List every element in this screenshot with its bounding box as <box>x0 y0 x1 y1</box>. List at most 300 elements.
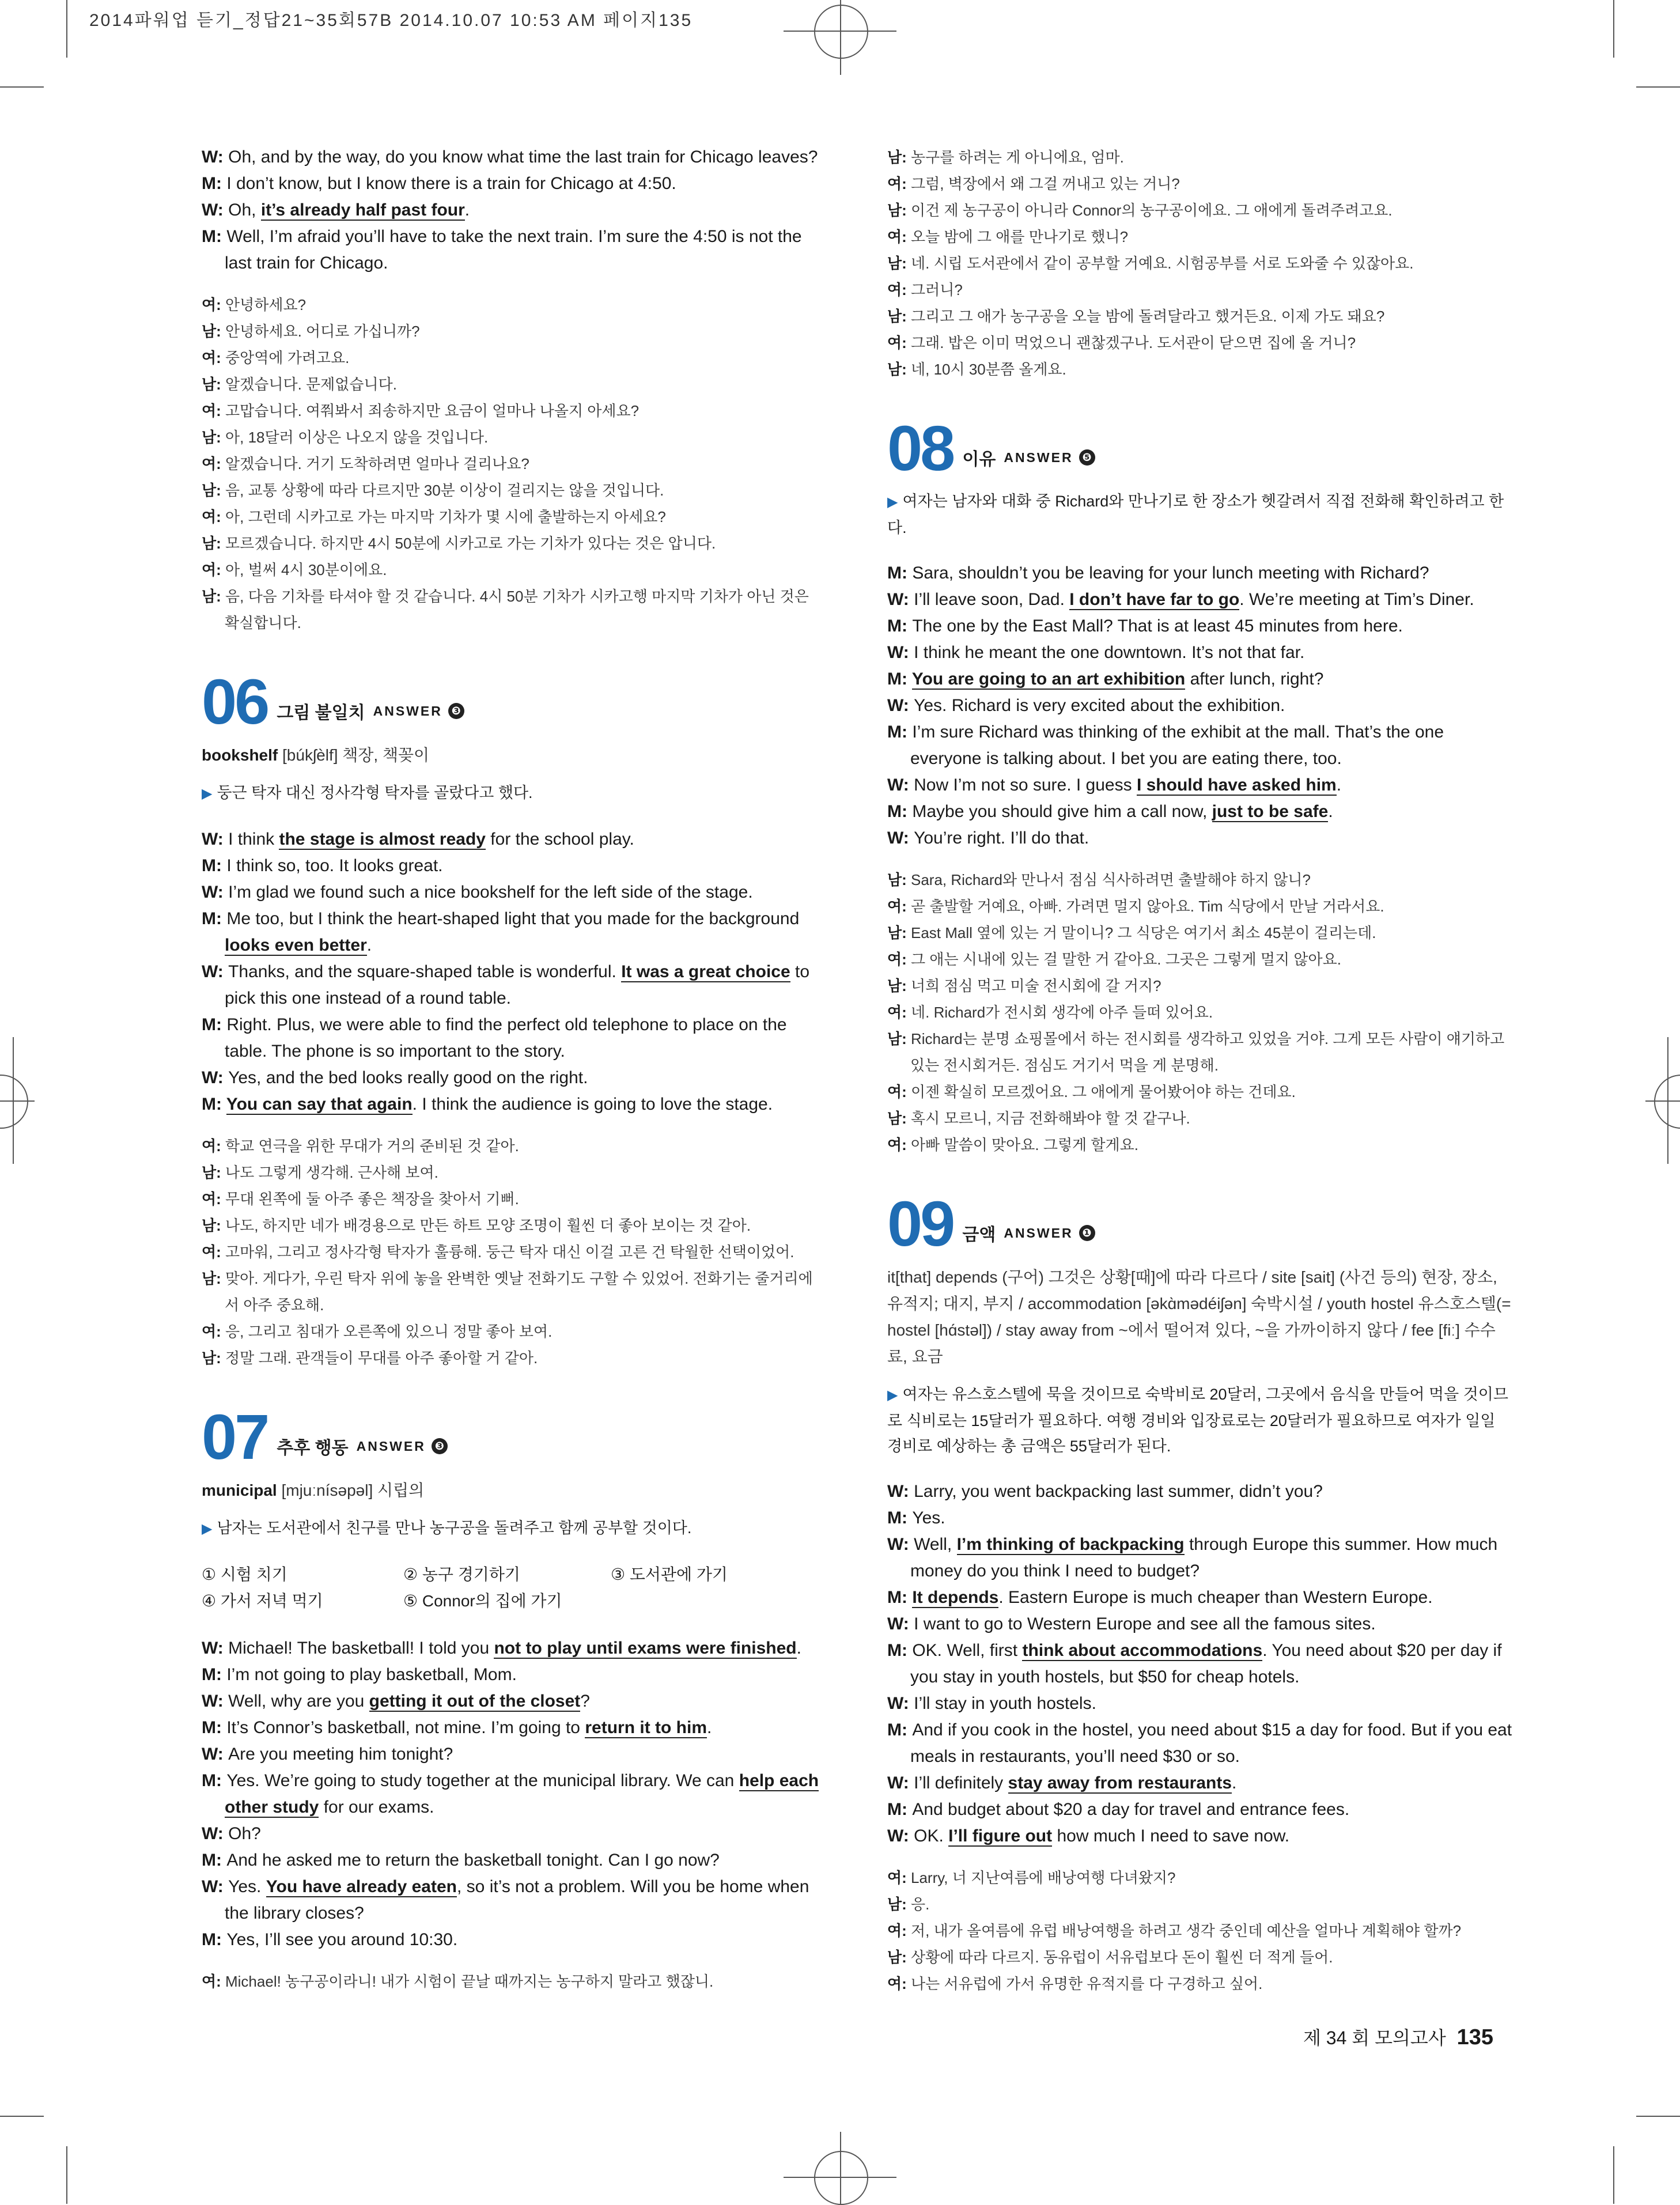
translation-text: 농구를 하려는 게 아니에요, 엄마. <box>911 149 1124 166</box>
section-number: 09 <box>887 1189 953 1260</box>
speaker-label: 여: <box>202 508 225 525</box>
speaker-label: W: <box>202 1639 229 1658</box>
dialogue-line <box>887 1690 1512 1717</box>
translation-line <box>202 398 824 424</box>
translation-text: 이건 제 농구공이 아니라 Connor의 농구공이에요. 그 애에게 돌려주려고요. <box>911 202 1393 219</box>
dialogue-line <box>202 1927 824 1953</box>
dialogue-text: I’ll definitely <box>914 1773 1008 1792</box>
speaker-label: 남: <box>887 149 911 166</box>
answer-label: ANSWER <box>373 703 442 718</box>
translation-text: 맞아. 게다가, 우린 탁자 위에 놓을 완벽한 옛날 전화기도 구할 수 있었어. 전화기는 줄거리에서 아주 중요해. <box>225 1270 813 1314</box>
dialogue-text: Yes. <box>228 1877 266 1896</box>
dialogue-line <box>202 879 824 906</box>
translation-line <box>887 1079 1512 1105</box>
translation-text: 고맙습니다. 여쭤봐서 죄송하지만 요금이 얼마나 나올지 아세요? <box>225 402 640 419</box>
speaker-label: W: <box>887 590 914 609</box>
vocab-line: it[that] depends (구어) 그것은 상황[때]에 따라 다르다 / site [sait] (사건 등의) 현장, 장소, 유적지; 대지, 부지 / accommodation [əkɑ̀mədéiʃən] 숙박시설 / youth hostel 유스호스텔(= hostel [hɑ́stəl]) / stay away from ~에서 떨어져 있다, ~을 가까이하지 않다 / fee [fiː] 수수료, 요금 <box>887 1268 1511 1366</box>
dialogue-line <box>202 224 824 277</box>
dialogue-text: And he asked me to return the basketball tonight. Can I go now? <box>226 1851 720 1870</box>
translation-text: 응, 그리고 침대가 오른쪽에 있으니 정말 좋아 보여. <box>225 1323 553 1340</box>
dialogue-line <box>887 613 1512 640</box>
speaker-label: 남: <box>887 202 911 219</box>
dialogue-text: Well, <box>914 1535 957 1554</box>
triangle-bullet-icon: ▶ <box>887 494 898 510</box>
key-phrase: It was a great choice <box>621 962 790 981</box>
dialogue-text: And budget about $20 a day for travel and entrance fees. <box>912 1800 1350 1819</box>
speaker-label: M: <box>202 1930 227 1949</box>
speaker-label: M: <box>202 174 227 193</box>
triangle-bullet-icon: ▶ <box>202 1521 213 1537</box>
dialogue-text: . Eastern Europe is much cheaper than Western Europe. <box>998 1588 1433 1607</box>
dialogue-text: Well, why are you <box>228 1692 369 1711</box>
speaker-label: 여: <box>887 1869 911 1886</box>
dialogue-line <box>887 825 1512 852</box>
dialogue-text: I think he meant the one downtown. It’s not that far. <box>914 643 1305 662</box>
dialogue-line <box>202 1715 824 1741</box>
speaker-label: 여: <box>202 296 225 313</box>
answer-label: ANSWER <box>1004 1225 1073 1240</box>
dialogue-line <box>202 1741 824 1768</box>
dialogue-text: Yes. Richard is very excited about the exhibition. <box>914 696 1285 715</box>
dialogue-line <box>202 853 824 879</box>
speaker-label: 남: <box>887 871 911 888</box>
dialogue-text: through Europe this summer. How much money do you think I need to budget? <box>910 1535 1498 1580</box>
dialogue-line <box>202 171 824 197</box>
dialogue-text: I think so, too. It looks great. <box>226 856 443 875</box>
speaker-label: 남: <box>202 376 225 393</box>
speaker-label: 남: <box>887 255 911 272</box>
print-slug: 2014파워업 듣기_정답21~35회57B 2014.10.07 10:53 AM 페이지135 <box>89 11 693 30</box>
explanation-note: ▶ 여자는 유스호스텔에 묵을 것이므로 숙박비로 20달러, 그곳에서 음식을 만들어 먹을 것이므로 식비로는 15달러가 필요하다. 여행 경비와 입장료로는 20달러가 필요하므로 여자가 일일 경비로 예상하는 총 금액은 55달러가 된다. <box>887 1386 1508 1455</box>
translation-line <box>202 451 824 477</box>
section-07-translation-cont <box>887 144 1512 383</box>
dialogue-text: . <box>366 936 372 955</box>
dialogue-text: OK. Well, first <box>912 1641 1023 1660</box>
translation-line <box>202 1133 824 1159</box>
translation-line <box>202 1239 824 1265</box>
translation-line <box>887 1917 1512 1944</box>
speaker-label: M: <box>202 1015 227 1034</box>
dialogue-line <box>887 719 1512 772</box>
key-phrase: I’m thinking of backpacking <box>956 1535 1185 1554</box>
dialogue-line <box>202 1874 824 1927</box>
key-phrase: not to play until exams were finished <box>494 1639 797 1658</box>
vocab-line <box>202 742 824 769</box>
speaker-label: W: <box>887 1535 914 1554</box>
speaker-label: M: <box>887 1508 913 1527</box>
translation-text: 안녕하세요? <box>225 296 307 313</box>
translation-line <box>202 477 824 504</box>
dialogue-line <box>202 197 824 224</box>
speaker-label: W: <box>202 1068 229 1087</box>
key-phrase: think about accommodations <box>1022 1641 1263 1660</box>
vocab-meaning: 시립의 <box>377 1481 425 1499</box>
translation-text: Richard는 분명 쇼핑몰에서 하는 전시회를 생각하고 있었을 거야. 그게 모든 사람이 얘기하고 있는 전시회거든. 점심도 거기서 먹을 게 분명해. <box>910 1030 1505 1074</box>
dialogue-text: ? <box>580 1692 590 1711</box>
dialogue-text: I’ll leave soon, Dad. <box>914 590 1070 609</box>
dialogue-text: . <box>1232 1773 1237 1792</box>
dialogue-text: . We’re meeting at Tim’s Diner. <box>1239 590 1474 609</box>
speaker-label: 여: <box>887 898 911 915</box>
speaker-label: M: <box>887 802 913 821</box>
dialogue-line <box>202 826 824 853</box>
section-number: 06 <box>202 667 268 737</box>
section-08-header <box>887 413 1512 484</box>
speaker-label: 여: <box>202 402 225 419</box>
page-number: 135 <box>1456 2025 1494 2049</box>
dialogue-line <box>887 1637 1512 1690</box>
dialogue-line <box>887 1611 1512 1637</box>
dialogue-text: . <box>1328 802 1333 821</box>
answer-label: ANSWER <box>1004 449 1073 465</box>
dialogue-text: Yes. We’re going to study together at the municipal library. We can <box>226 1771 739 1790</box>
section-number: 08 <box>887 413 953 484</box>
translation-line <box>887 224 1512 250</box>
triangle-bullet-icon: ▶ <box>887 1387 898 1403</box>
translation-text: 그 애는 시내에 있는 걸 말한 거 같아요. 그곳은 그렇게 멀지 않아요. <box>911 951 1341 968</box>
speaker-label: 여: <box>202 1323 225 1340</box>
dialogue-text: I don’t know, but I know there is a train for Chicago at 4:50. <box>226 174 676 193</box>
dialogue-text: to pick this one instead of a round table. <box>225 962 810 1008</box>
vocab-word: bookshelf <box>202 746 278 764</box>
dialogue-line <box>202 144 824 171</box>
translation-text: 네. Richard가 전시회 생각에 아주 들떠 있어요. <box>911 1004 1213 1021</box>
dialogue-line <box>887 640 1512 666</box>
dialogue-line <box>887 1584 1512 1611</box>
explanation-note: ▶ 남자는 도서관에서 친구를 만나 농구공을 돌려주고 함께 공부할 것이다. <box>202 1519 692 1537</box>
dialogue-text: The one by the East Mall? That is at least 45 minutes from here. <box>912 617 1403 636</box>
dialogue-line <box>202 1091 824 1118</box>
dialogue-text: Me too, but I think the heart-shaped light that you made for the background <box>226 909 800 928</box>
section-06-header <box>202 667 824 737</box>
dialogue-text: . <box>796 1639 801 1658</box>
translation-text: 정말 그래. 관객들이 무대를 아주 좋아할 거 같아. <box>225 1349 538 1367</box>
speaker-label: 남: <box>202 1270 225 1287</box>
dialogue-text: I’m glad we found such a nice bookshelf for the left side of the stage. <box>228 883 753 902</box>
dialogue-text: Are you meeting him tonight? <box>228 1745 453 1764</box>
dialogue-line <box>202 906 824 959</box>
dialogue-line <box>202 1768 824 1821</box>
speaker-label: M: <box>202 1851 227 1870</box>
speaker-label: M: <box>202 227 227 246</box>
translation-text: 저, 내가 올여름에 유럽 배낭여행을 하려고 생각 중인데 예산을 얼마나 계획해야 할까? <box>911 1922 1462 1939</box>
speaker-label: 남: <box>202 588 225 605</box>
translation-line <box>202 1968 824 1995</box>
translation-line <box>202 583 824 636</box>
key-phrase: the stage is almost ready <box>279 830 486 849</box>
translation-line <box>887 1105 1512 1132</box>
dialogue-text: Larry, you went backpacking last summer, didn’t you? <box>914 1482 1323 1501</box>
section-title: 금액 <box>962 1226 996 1245</box>
vocab-line <box>202 1477 824 1504</box>
dialogue-text: . <box>464 201 470 220</box>
speaker-label: 여: <box>202 561 225 578</box>
speaker-label: 여: <box>887 1136 911 1153</box>
dialogue-text: I think <box>228 830 279 849</box>
speaker-label: 여: <box>202 349 225 366</box>
dialogue-line <box>887 560 1512 587</box>
translation-text: 그러니? <box>911 281 963 298</box>
dialogue-text: I want to go to Western Europe and see all the famous sites. <box>914 1614 1376 1633</box>
speaker-label: M: <box>887 1720 913 1739</box>
translation-text: 그리고 그 애가 농구공을 오늘 밤에 돌려달라고 했거든요. 이제 가도 돼요? <box>911 308 1385 325</box>
dialogue-text: You’re right. I’ll do that. <box>914 829 1089 848</box>
vocab-pronunciation: [búkʃèlf] <box>282 746 338 764</box>
dialogue-line <box>887 1478 1512 1505</box>
speaker-label: 여: <box>887 1975 911 1992</box>
speaker-label: 남: <box>887 1949 911 1966</box>
speaker-label: W: <box>887 696 914 715</box>
speaker-label: M: <box>887 670 912 689</box>
speaker-label: M: <box>887 563 913 583</box>
speaker-label: W: <box>202 147 229 167</box>
section-09-translation <box>887 1864 1512 1997</box>
speaker-label: W: <box>887 1773 914 1792</box>
section-title: 그림 불일치 <box>277 704 365 723</box>
translation-line <box>887 1864 1512 1891</box>
speaker-label: 남: <box>887 1030 911 1047</box>
translation-text: East Mall 옆에 있는 거 말이니? 그 식당은 여기서 최소 45분이 걸리는데. <box>911 924 1376 941</box>
dialogue-text: Maybe you should give him a call now, <box>912 802 1212 821</box>
dialogue-text: Thanks, and the square-shaped table is wonderful. <box>228 962 622 981</box>
dialogue-line <box>887 1823 1512 1850</box>
section-title: 추후 행동 <box>277 1439 349 1458</box>
key-phrase: just to be safe <box>1212 802 1329 821</box>
translation-line <box>202 530 824 557</box>
translation-text: 혹시 모르니, 지금 전화해봐야 할 것 같구나. <box>911 1110 1190 1127</box>
vocab-meaning: 책장, 책꽂이 <box>342 746 430 764</box>
speaker-label: 여: <box>887 1004 911 1021</box>
explanation-note: ▶ 여자는 남자와 대화 중 Richard와 만나기로 한 장소가 헷갈려서 직접 전화해 확인하려고 한다. <box>887 493 1504 536</box>
key-phrase: I should have asked him <box>1136 776 1337 795</box>
translation-line <box>887 867 1512 893</box>
dialogue-text: Oh, and by the way, do you know what time the last train for Chicago leaves? <box>228 147 818 167</box>
translation-line <box>887 303 1512 330</box>
translation-line <box>887 973 1512 999</box>
speaker-label: 여: <box>202 1973 225 1990</box>
translation-line <box>202 1265 824 1318</box>
translation-text: 알겠습니다. 문제없습니다. <box>225 376 397 393</box>
dialogue-line <box>202 1821 824 1847</box>
translation-text: 알겠습니다. 거기 도착하려면 얼마나 걸리나요? <box>225 455 529 472</box>
speaker-label: 남: <box>887 1896 911 1913</box>
translation-text: 음, 다음 기차를 타셔야 할 것 같습니다. 4시 50분 기차가 시카고행 마지막 기차가 아닌 것은 확실합니다. <box>225 588 809 631</box>
speaker-label: M: <box>202 1718 227 1737</box>
dialogue-line <box>887 772 1512 799</box>
translation-text: 그래. 밥은 이미 먹었으니 괜찮겠구나. 도서관이 닫으면 집에 올 거니? <box>911 334 1356 351</box>
speaker-label: 남: <box>202 535 225 552</box>
translation-line <box>202 504 824 530</box>
section-08-dialogue <box>887 560 1512 852</box>
speaker-label: 남: <box>887 1110 911 1127</box>
translation-line <box>202 1186 824 1212</box>
section-07-header <box>202 1402 824 1473</box>
translation-text: 나는 서유럽에 가서 유명한 유적지를 다 구경하고 싶어. <box>911 1975 1263 1992</box>
translation-line <box>887 250 1512 277</box>
translation-text: 중앙역에 가려고요. <box>225 349 350 366</box>
translation-text: Michael! 농구공이라니! 내가 시험이 끝날 때까지는 농구하지 말라고 했잖니. <box>225 1973 714 1990</box>
key-phrase: stay away from restaurants <box>1008 1773 1232 1792</box>
dialogue-text: , so it’s not a problem. Will you be home when the library closes? <box>225 1877 809 1923</box>
key-phrase: getting it out of the closet <box>369 1692 581 1711</box>
dialogue-text: Well, I’m afraid you’ll have to take the next train. I’m sure the 4:50 is not the last train for Chicago. <box>225 227 802 273</box>
speaker-label: M: <box>887 1641 913 1660</box>
choice-item: ⑤ Connor의 집에 가기 <box>403 1592 562 1610</box>
dialogue-line <box>887 1531 1512 1584</box>
translation-text: 그럼, 벽장에서 왜 그걸 꺼내고 있는 거니? <box>911 175 1180 192</box>
dialogue-text: I’m not going to play basketball, Mom. <box>226 1665 517 1684</box>
dialogue-line <box>202 1688 824 1715</box>
translation-text: 안녕하세요. 어디로 가십니까? <box>225 323 420 340</box>
translation-text: 아빠 말씀이 맞아요. 그렇게 할게요. <box>911 1136 1138 1153</box>
dialogue-line <box>887 1796 1512 1823</box>
dialogue-text: Michael! The basketball! I told you <box>228 1639 494 1658</box>
translation-text: 너희 점심 먹고 미술 전시회에 갈 거지? <box>911 977 1161 994</box>
top-translation <box>202 292 824 636</box>
translation-line <box>202 292 824 318</box>
speaker-label: W: <box>887 643 914 662</box>
dialogue-text: I’m sure Richard was thinking of the exhibit at the mall. That’s the one everyone is talking about. I bet you are eating there, too. <box>910 723 1444 768</box>
translation-line <box>887 1132 1512 1158</box>
speaker-label: M: <box>202 1665 227 1684</box>
dialogue-text: for the school play. <box>485 830 634 849</box>
left-column <box>202 144 824 2010</box>
dialogue-line <box>887 1770 1512 1796</box>
speaker-label: 남: <box>202 1164 225 1181</box>
dialogue-line <box>887 1505 1512 1531</box>
translation-line <box>202 557 824 583</box>
dialogue-text: Oh, <box>228 201 261 220</box>
translation-text: 아, 그런데 시카고로 가는 마지막 기차가 몇 시에 출발하는지 아세요? <box>225 508 666 525</box>
dialogue-text: Now I’m not so sure. I guess <box>914 776 1137 795</box>
section-09-dialogue <box>887 1478 1512 1850</box>
translation-line <box>202 345 824 371</box>
triangle-bullet-icon: ▶ <box>202 786 213 801</box>
translation-line <box>202 1318 824 1345</box>
speaker-label: W: <box>887 1482 914 1501</box>
translation-line <box>887 999 1512 1026</box>
dialogue-line <box>202 1662 824 1688</box>
speaker-label: 여: <box>887 281 911 298</box>
dialogue-line <box>887 799 1512 825</box>
dialogue-text: I’ll stay in youth hostels. <box>914 1694 1096 1713</box>
dialogue-text: Sara, shouldn’t you be leaving for your lunch meeting with Richard? <box>912 563 1429 583</box>
choice-item: ③ 도서관에 가기 <box>611 1565 728 1583</box>
translation-text: 상황에 따라 다르지. 동유럽이 서유럽보다 돈이 훨씬 더 적게 들어. <box>911 1949 1333 1966</box>
speaker-label: 남: <box>202 482 225 499</box>
section-06-dialogue <box>202 826 824 1118</box>
speaker-label: 여: <box>887 175 911 192</box>
dialogue-line <box>202 1635 824 1662</box>
choice-item: ④ 가서 저녁 먹기 <box>202 1592 323 1610</box>
dialogue-text: after lunch, right? <box>1185 670 1324 689</box>
translation-line <box>202 371 824 398</box>
speaker-label: W: <box>887 829 914 848</box>
translation-text: 나도 그렇게 생각해. 근사해 보여. <box>225 1164 438 1181</box>
key-phrase: help each other study <box>225 1771 819 1817</box>
section-08-translation <box>887 867 1512 1158</box>
dialogue-text: . You need about $20 per day if you stay in youth hostels, but $50 for cheap hotels. <box>910 1641 1502 1686</box>
translation-line <box>202 318 824 345</box>
speaker-label: 여: <box>202 1243 225 1261</box>
key-phrase: return it to him <box>585 1718 707 1737</box>
section-07-dialogue <box>202 1635 824 1953</box>
section-06-translation <box>202 1133 824 1371</box>
speaker-label: 남: <box>202 1217 225 1234</box>
answer-number: ❸ <box>448 703 464 719</box>
choice-item: ② 농구 경기하기 <box>403 1565 520 1583</box>
translation-text: 고마워, 그리고 정사각형 탁자가 훌륭해. 둥근 탁자 대신 이걸 고른 건 탁월한 선택이었어. <box>225 1243 794 1261</box>
right-column <box>887 144 1512 2012</box>
translation-line <box>887 946 1512 973</box>
dialogue-text: . <box>707 1718 712 1737</box>
speaker-label: 남: <box>202 323 225 340</box>
answer-number: ❸ <box>432 1438 448 1454</box>
dialogue-text: Yes. <box>912 1508 945 1527</box>
section-number: 07 <box>202 1402 268 1473</box>
answer-choices <box>202 1561 824 1614</box>
translation-text: 아, 18달러 이상은 나오지 않을 것입니다. <box>225 429 489 446</box>
answer-number: ❺ <box>1079 449 1095 466</box>
speaker-label: M: <box>202 856 227 875</box>
dialogue-text: for our exams. <box>319 1798 434 1817</box>
speaker-label: 여: <box>202 455 225 472</box>
translation-line <box>887 1944 1512 1970</box>
speaker-label: 남: <box>887 977 911 994</box>
dialogue-text: . <box>1336 776 1342 795</box>
speaker-label: W: <box>887 1694 914 1713</box>
speaker-label: W: <box>202 962 229 981</box>
dialogue-line <box>887 693 1512 719</box>
page-footer <box>1303 2024 1493 2050</box>
key-phrase: You can say that again <box>226 1095 413 1114</box>
speaker-label: 여: <box>202 1137 225 1155</box>
section-09-header <box>887 1189 1512 1260</box>
speaker-label: M: <box>887 617 913 636</box>
speaker-label: W: <box>202 1877 229 1896</box>
translation-text: 응. <box>911 1896 930 1913</box>
key-phrase: You have already eaten <box>266 1877 457 1896</box>
speaker-label: W: <box>202 201 229 220</box>
speaker-label: 여: <box>887 1083 911 1100</box>
speaker-label: M: <box>887 1588 913 1607</box>
translation-line <box>887 144 1512 171</box>
key-phrase: You are going to an art exhibition <box>911 670 1186 689</box>
speaker-label: M: <box>202 909 227 928</box>
speaker-label: W: <box>202 830 229 849</box>
key-phrase: I’ll figure out <box>948 1826 1053 1845</box>
translation-text: 아, 벌써 4시 30분이에요. <box>225 561 387 578</box>
key-phrase: It depends <box>912 1588 999 1607</box>
translation-text: 네. 시립 도서관에서 같이 공부할 거예요. 시험공부를 서로 도와줄 수 있잖아요. <box>911 255 1414 272</box>
speaker-label: 여: <box>202 1190 225 1208</box>
translation-line <box>887 1970 1512 1997</box>
translation-text: 네, 10시 30분쯤 올게요. <box>911 361 1066 378</box>
dialogue-text: Yes, and the bed looks really good on the right. <box>228 1068 588 1087</box>
translation-line <box>887 1891 1512 1917</box>
speaker-label: M: <box>202 1095 226 1114</box>
translation-text: 곧 출발할 거예요, 아빠. 가려면 멀지 않아요. Tim 식당에서 만날 거라서요. <box>911 898 1384 915</box>
translation-line <box>202 1212 824 1239</box>
dialogue-text: And if you cook in the hostel, you need about $15 a day for food. But if you eat meals in restaurants, you’ll need $30 or so. <box>910 1720 1512 1766</box>
translation-line <box>887 893 1512 920</box>
key-phrase: it’s already half past four <box>260 201 465 220</box>
translation-line <box>887 277 1512 303</box>
translation-line <box>887 920 1512 946</box>
dialogue-line <box>887 587 1512 613</box>
dialogue-text: how much I need to save now. <box>1052 1826 1290 1845</box>
dialogue-text: Right. Plus, we were able to find the perfect old telephone to place on the table. The phone is so important to the story. <box>225 1015 787 1061</box>
